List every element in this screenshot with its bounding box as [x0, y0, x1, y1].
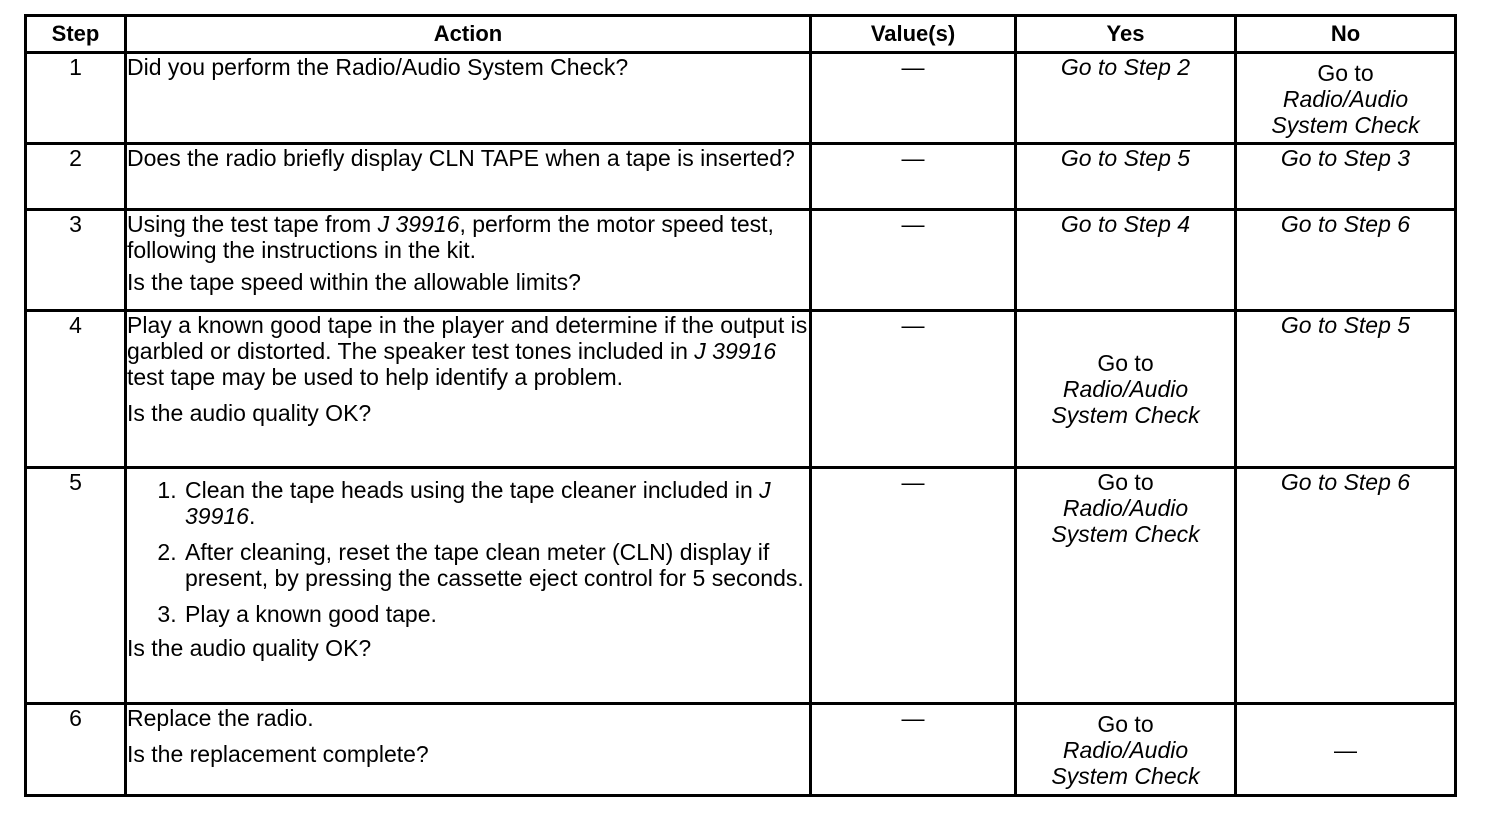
yes-goto-label: Go to [1097, 350, 1154, 376]
action-procedure-list [127, 477, 809, 627]
yes-link-system-check[interactable]: System Check [1051, 521, 1200, 547]
no-goto-label: Go to [1317, 60, 1374, 86]
yes-link-system-check[interactable]: System Check [1051, 762, 1200, 789]
action-text: Does the radio briefly display CLN TAPE when a tape is inserted? [127, 145, 795, 171]
action-text [127, 211, 809, 263]
tool-reference: J 39916 [185, 477, 771, 529]
procedure-item [183, 477, 809, 529]
procedure-item: 3. Play a known good tape. [183, 601, 809, 627]
no-cell [1236, 311, 1456, 468]
table-row [26, 144, 1456, 210]
step-number: 2 [26, 144, 126, 210]
action-cell [126, 468, 811, 704]
procedure-text-part: . [248, 503, 256, 529]
step-number: 5 [26, 468, 126, 704]
step-number: 1 [26, 53, 126, 144]
yes-link-radio-audio[interactable]: Radio/Audio [1062, 736, 1189, 763]
step-number: 6 [26, 704, 126, 796]
no-cell: — [1236, 704, 1456, 796]
action-question: Is the audio quality OK? [127, 635, 372, 661]
tool-reference: J 39916 [694, 338, 777, 364]
no-goto-link[interactable]: Go to Step 6 [1280, 469, 1411, 495]
no-cell [1236, 210, 1456, 311]
header-row [26, 16, 1456, 53]
no-cell [1236, 53, 1456, 144]
yes-cell [1016, 144, 1236, 210]
step-number: 4 [26, 311, 126, 468]
value-cell: — [811, 53, 1016, 144]
yes-link-radio-audio[interactable]: Radio/Audio [1062, 495, 1189, 521]
header-action: Action [126, 16, 811, 53]
yes-goto-label: Go to [1097, 469, 1154, 495]
action-text [127, 312, 809, 390]
table-header [26, 16, 1456, 53]
procedure-item: 2. After cleaning, reset the tape clean meter (CLN) display if present, by pressing the cassette eject control for 5 seconds. [183, 539, 809, 591]
yes-cell [1016, 53, 1236, 144]
header-step: Step [26, 16, 126, 53]
no-link-system-check[interactable]: System Check [1271, 112, 1420, 138]
no-cell [1236, 468, 1456, 704]
procedure-text-part: Clean the tape heads using the tape cleaner included in [185, 477, 760, 503]
yes-goto-link[interactable]: Go to Step 5 [1060, 145, 1191, 171]
table-row [26, 210, 1456, 311]
value-cell: — [811, 704, 1016, 796]
action-cell [126, 704, 811, 796]
table-row [26, 468, 1456, 704]
value-cell: — [811, 311, 1016, 468]
yes-cell [1016, 704, 1236, 796]
no-goto-link[interactable]: Go to Step 6 [1280, 211, 1411, 237]
yes-cell [1016, 210, 1236, 311]
table-row [26, 311, 1456, 468]
action-question: Is the audio quality OK? [127, 400, 372, 426]
header-values: Value(s) [811, 16, 1016, 53]
header-yes: Yes [1016, 16, 1236, 53]
action-cell [126, 53, 811, 144]
value-cell: — [811, 468, 1016, 704]
action-cell [126, 144, 811, 210]
yes-goto-link[interactable]: Go to Step 2 [1060, 54, 1191, 80]
yes-link-radio-audio[interactable]: Radio/Audio [1062, 376, 1189, 402]
yes-cell [1016, 468, 1236, 704]
action-text: Replace the radio. [127, 705, 314, 731]
step-number: 3 [26, 210, 126, 311]
table-row [26, 704, 1456, 796]
tool-reference: J 39916 [377, 211, 460, 237]
table-body [26, 53, 1456, 796]
action-cell [126, 311, 811, 468]
no-goto-link[interactable]: Go to Step 5 [1280, 312, 1411, 338]
action-question: Is the tape speed within the allowable limits? [127, 269, 581, 295]
yes-goto-link[interactable]: Go to Step 4 [1060, 211, 1191, 237]
action-text: Did you perform the Radio/Audio System Check? [127, 54, 629, 80]
action-text-part: Using the test tape from [127, 211, 378, 237]
yes-link-system-check[interactable]: System Check [1051, 402, 1200, 428]
action-text-part: test tape may be used to help identify a problem. [127, 364, 624, 390]
action-text-part: Play a known good tape in the player and determine if the output is garbled or distorted. The speaker test tones included in [127, 312, 808, 364]
yes-cell [1016, 311, 1236, 468]
no-link-radio-audio[interactable]: Radio/Audio [1282, 86, 1409, 112]
action-question: Is the replacement complete? [127, 741, 429, 767]
no-cell [1236, 144, 1456, 210]
no-goto-link[interactable]: Go to Step 3 [1280, 145, 1411, 171]
action-cell [126, 210, 811, 311]
value-cell: — [811, 210, 1016, 311]
value-cell: — [811, 144, 1016, 210]
yes-goto-label: Go to [1097, 710, 1154, 737]
table-row [26, 53, 1456, 144]
diagnostic-table [24, 14, 1457, 797]
action-text-part: , perform the motor speed test, following the instructions in the kit. [127, 211, 774, 263]
header-no: No [1236, 16, 1456, 53]
